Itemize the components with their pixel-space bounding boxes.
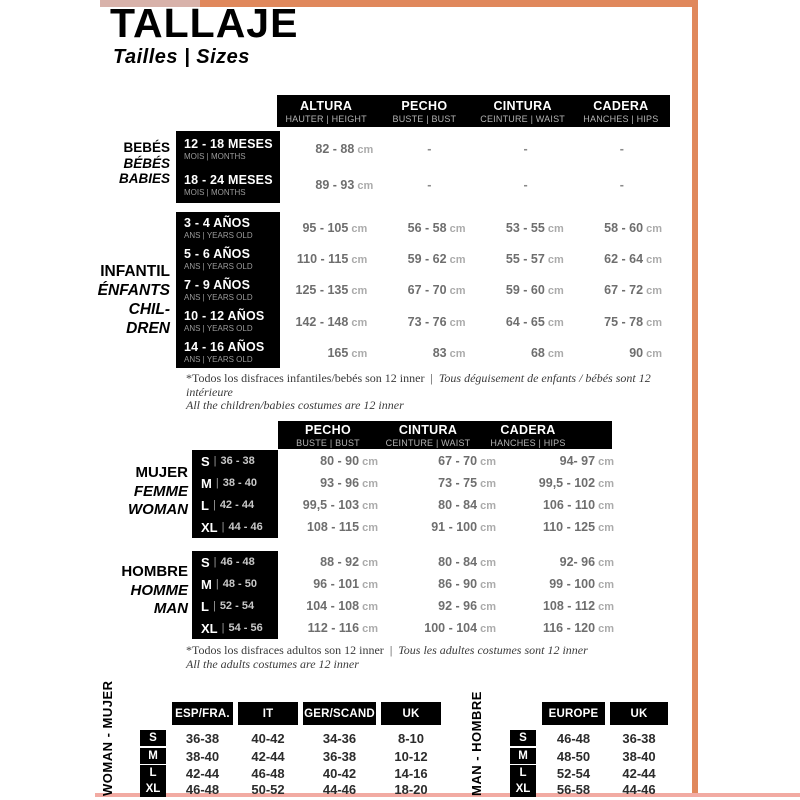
right-rule-orange [692,0,698,797]
children-row-values: 95 - 105 cm 56 - 58 cm 53 - 55 cm 58 - 60 cm [302,220,662,235]
children-row-values: 165 cm 83 cm 68 cm 90 cm [327,345,662,360]
age-cell: 14 - 16 AÑOS ANS | YEARS OLD [184,340,265,365]
header-col-altura: ALTURA HAUTER | HEIGHT [285,98,367,124]
age-cell: 7 - 9 AÑOS ANS | YEARS OLD [184,278,253,302]
age-cell: 10 - 12 AÑOS ANS | YEARS OLD [184,309,265,334]
conversion-table-men [515,702,672,797]
measurement-cell: - [523,178,528,192]
table-row: 46-48 36-38 [556,730,656,746]
header-col-cintura: CINTURA CEINTURE | WAIST [385,422,471,448]
table-row: 52-54 42-44 [556,765,656,781]
table-row: 48-50 38-40 [556,748,656,764]
babies-row-values [277,167,670,203]
size-badge: M [510,748,536,764]
adults-footnote: *Todos los disfraces adultos son 12 inner | Tous les adultes costumes sont 12 inner All the adults costumes are 12 inner [186,643,588,671]
size-badge: S [510,730,536,746]
measurement-cell: - [523,142,528,156]
conversion-table-women [145,702,442,797]
header-col-cadera: CADERA HANCHES | HIPS [490,422,566,448]
women-row-values: 108 - 115 cm 91 - 100 cm 110 - 125 cm [306,520,614,534]
conversion-men-header: EUROPE UK [542,702,672,725]
age-cell: 5 - 6 AÑOS ANS | YEARS OLD [184,246,253,271]
measurement-cell: - [619,178,624,192]
size-cell: M | 38 - 40 [201,475,257,491]
conversion-men-side-label: MAN - HOMBRE [469,691,484,796]
table-row: 42-44 46-48 40-42 14-16 [185,765,428,781]
measurement-cell: - [427,178,432,192]
kids-footnote: *Todos los disfraces infantiles/bebés son 12 inner | Tous déguisement de enfants / bébés sont 12 intérieure All the children/babies costumes are 12 inner [186,371,651,412]
size-cell: XL | 44 - 46 [201,519,263,535]
men-row-values: 104 - 108 cm 92 - 96 cm 108 - 112 cm [306,599,614,613]
header-col-cintura: CINTURA CEINTURE | WAIST [480,98,565,124]
women-size-column [192,450,278,538]
size-cell: XL | 54 - 56 [201,620,263,636]
size-badge: M [140,748,166,764]
header-col-pecho: PECHO BUSTE | BUST [392,98,457,124]
header-col-pecho: PECHO BUSTE | BUST [296,422,360,448]
women-row-values: 93 - 96 cm 73 - 75 cm 99,5 - 102 cm [320,476,614,490]
size-cell: L | 42 - 44 [201,497,255,513]
men-size-column [192,551,278,639]
adults-measure-header [278,421,612,449]
header-col-cadera: CADERA HANCHES | HIPS [583,98,659,124]
children-age-column [176,212,280,368]
size-badge: L [140,765,166,781]
table-row: 38-40 42-44 36-38 10-12 [185,748,428,764]
women-row-values: 80 - 90 cm 67 - 70 cm 94- 97 cm [320,454,614,468]
size-cell: S | 46 - 48 [201,554,255,570]
men-group-label: HOMBRE HOMME MAN [121,563,188,617]
table-row: 56-58 44-46 [556,781,656,797]
table-row: 46-48 50-52 44-46 18-20 [185,781,428,797]
table-row: 36-38 40-42 34-36 8-10 [185,730,425,746]
page-subtitle: Tailles | Sizes [113,46,250,68]
children-group-label: INFANTIL ÉNFANTS CHIL- DREN [97,263,170,337]
kids-measure-header [277,95,670,127]
babies-group-label: BEBÉS BÉBÉS BABIES [118,140,170,186]
size-badge: XL [510,781,536,797]
size-cell: M | 48 - 50 [201,576,257,592]
size-badge: S [140,730,166,746]
conversion-women-header: ESP/FRA. IT GER/SCAND UK [172,702,442,725]
women-row-values: 99,5 - 103 cm 80 - 84 cm 106 - 110 cm [302,498,614,512]
babies-row-values [277,131,670,167]
children-row-values: 125 - 135 cm 67 - 70 cm 59 - 60 cm 67 - 72 cm [295,282,662,297]
men-row-values: 88 - 92 cm 80 - 84 cm 92- 96 cm [320,555,614,569]
size-badge: L [510,765,536,781]
women-group-label: MUJER FEMME WOMAN [128,464,188,518]
babies-age-column [176,131,280,203]
children-row-values: 110 - 115 cm 59 - 62 cm 55 - 57 cm 62 - 64 cm [296,251,662,266]
age-cell: 3 - 4 AÑOS ANS | YEARS OLD [184,215,253,240]
measurement-cell: - [619,142,624,156]
size-cell: S | 36 - 38 [201,453,255,469]
age-cell: 12 - 18 MESES MOIS | MONTHS [184,137,273,161]
men-row-values: 112 - 116 cm 100 - 104 cm 116 - 120 cm [307,621,614,635]
children-row-values: 142 - 148 cm 73 - 76 cm 64 - 65 cm 75 - 78 cm [295,314,662,329]
size-cell: L | 52 - 54 [201,598,255,614]
men-row-values: 96 - 101 cm 86 - 90 cm 99 - 100 cm [313,577,614,591]
measurement-cell: 89 - 93 cm [315,178,374,192]
size-badge: XL [140,781,166,797]
age-cell: 18 - 24 MESES MOIS | MONTHS [184,173,273,197]
page-title: TALLAJE [110,0,299,46]
measurement-cell: - [427,142,432,156]
measurement-cell: 82 - 88 cm [315,142,374,156]
conversion-women-side-label: WOMAN - MUJER [100,680,115,796]
